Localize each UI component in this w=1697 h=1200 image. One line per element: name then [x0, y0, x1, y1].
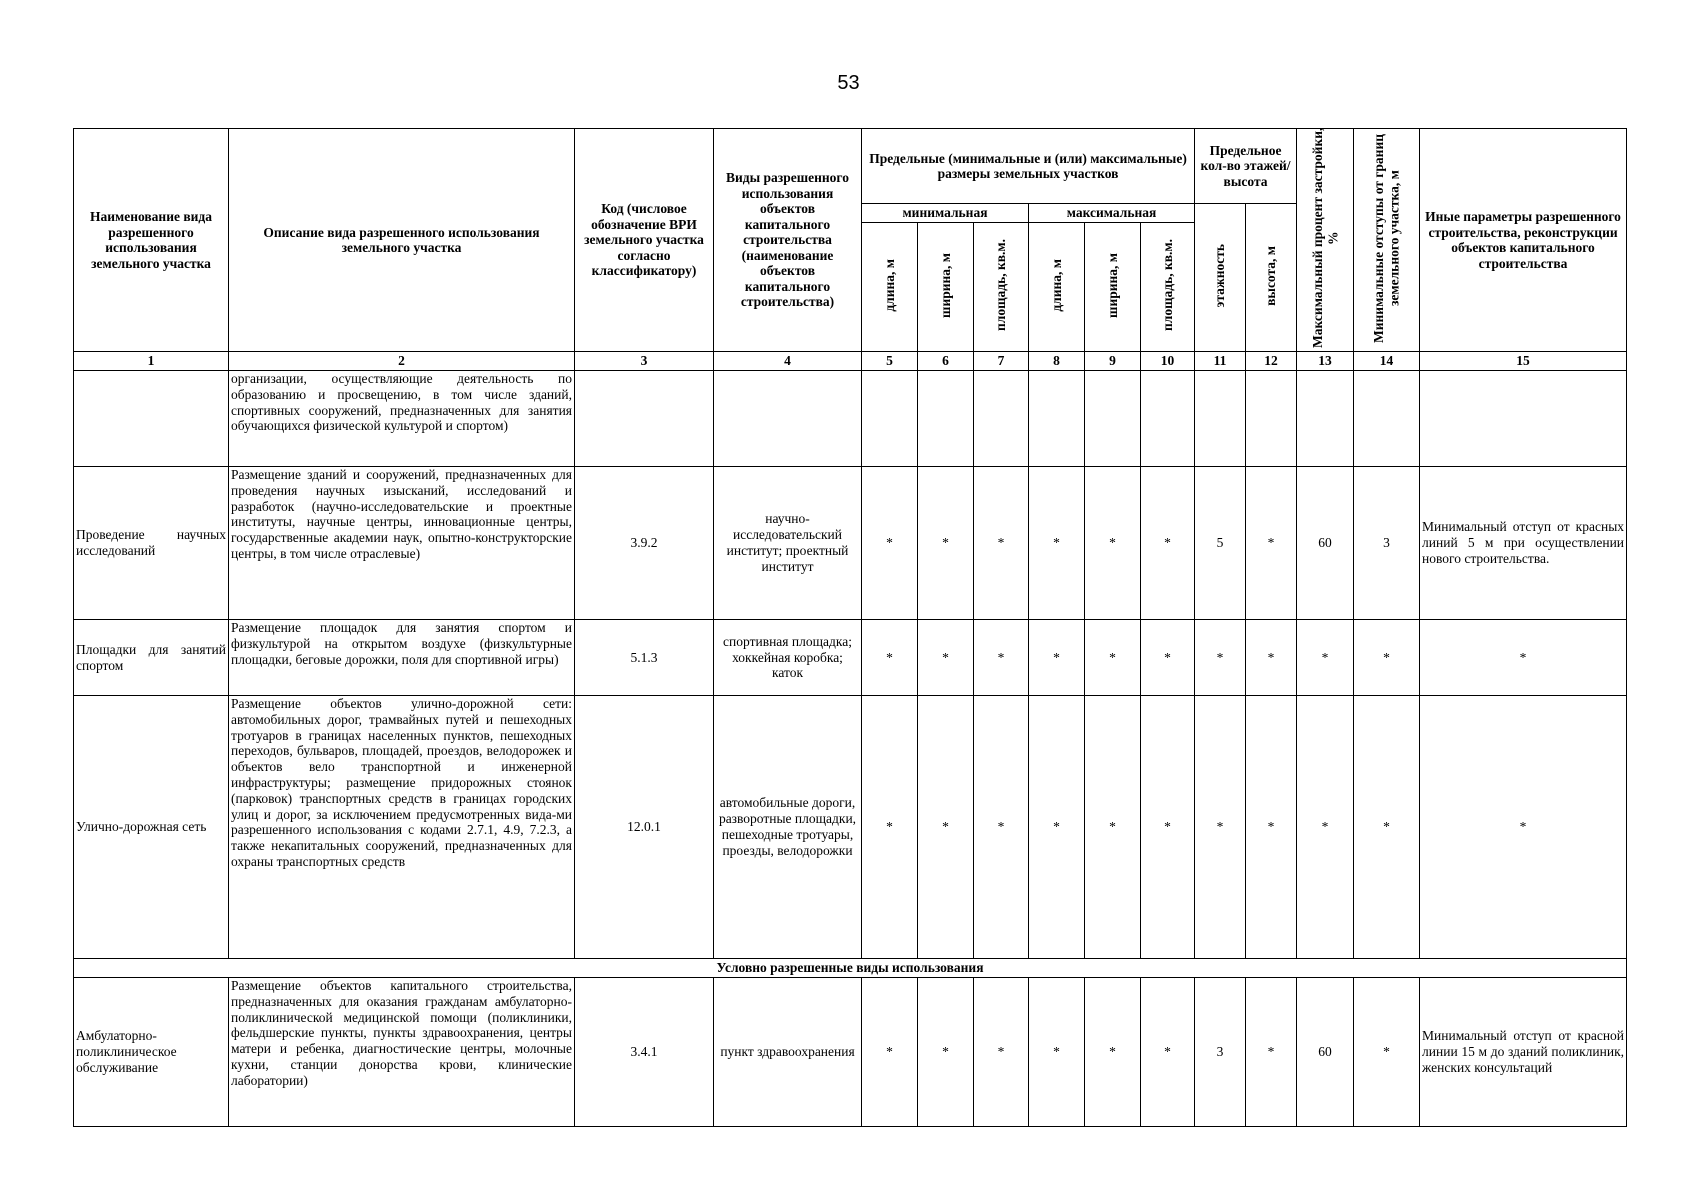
- value-cell: *: [918, 620, 974, 696]
- header-max-coverage: Максимальный процент застройки, %: [1297, 129, 1354, 352]
- value-cell: *: [1354, 696, 1420, 959]
- use-description: организации, осуществляющие деятельность по образованию и просвещению, в том числе зданий, спортивных сооружений, предназначенных для занятия обучающихся физической культурой и спортом): [229, 371, 575, 467]
- column-number: 9: [1085, 352, 1141, 371]
- column-number: 6: [918, 352, 974, 371]
- header-min-setbacks: Минимальные отступы от границ земельного участка, м: [1354, 129, 1420, 352]
- use-name: [74, 371, 229, 467]
- value-cell: *: [1195, 696, 1246, 959]
- use-description: Размещение объектов капитального строительства, предназначенных для оказания гражданам амбулаторно-поликлинической медицинской помощи (поликлиники, фельдшерские пункты, пункты здравоохранения, центры матери и ребенка, диагностические центры, молочные кухни, станции донорства крови, клинические лаборатории): [229, 978, 575, 1127]
- use-code: 3.4.1: [575, 978, 714, 1127]
- value-cell: [974, 371, 1029, 467]
- table-row: [74, 620, 1627, 696]
- use-objects: научно-исследовательский институт; проектный институт: [714, 467, 862, 620]
- column-number: 10: [1141, 352, 1195, 371]
- value-cell: *: [918, 978, 974, 1127]
- value-cell: [1246, 371, 1297, 467]
- other-params: *: [1420, 696, 1627, 959]
- use-objects: спортивная площадка; хоккейная коробка; каток: [714, 620, 862, 696]
- header-code: Код (числовое обозначение ВРИ земельного участка согласно классификатору): [575, 129, 714, 352]
- use-objects: автомобильные дороги, разворотные площадки, пешеходные тротуары, проезды, велодорожки: [714, 696, 862, 959]
- header-max-area: площадь, кв.м.: [1141, 223, 1195, 352]
- header-min-area: площадь, кв.м.: [974, 223, 1029, 352]
- value-cell: 5: [1195, 467, 1246, 620]
- value-cell: *: [1029, 467, 1085, 620]
- column-number: 1: [74, 352, 229, 371]
- value-cell: *: [1029, 696, 1085, 959]
- header-height: высота, м: [1246, 204, 1297, 352]
- value-cell: [1141, 371, 1195, 467]
- value-cell: *: [1297, 620, 1354, 696]
- header-min-length: длина, м: [862, 223, 918, 352]
- use-code: [575, 371, 714, 467]
- section-header-row: [74, 959, 1627, 978]
- header-max-length: длина, м: [1029, 223, 1085, 352]
- value-cell: *: [1297, 696, 1354, 959]
- value-cell: 60: [1297, 978, 1354, 1127]
- other-params: Минимальный отступ от красной линии 15 м до зданий поликлиник, женских консультаций: [1420, 978, 1627, 1127]
- header-floor-limits: Предельное кол-во этажей/ высота: [1195, 129, 1297, 204]
- value-cell: *: [1141, 696, 1195, 959]
- table-row: [74, 696, 1627, 959]
- column-number: 13: [1297, 352, 1354, 371]
- column-number: 2: [229, 352, 575, 371]
- use-description: Размещение площадок для занятия спортом и физкультурой на открытом воздухе (физкультурные площадки, беговые дорожки, поля для спортивной игры): [229, 620, 575, 696]
- value-cell: *: [974, 620, 1029, 696]
- column-number: 3: [575, 352, 714, 371]
- value-cell: *: [1029, 620, 1085, 696]
- value-cell: [1354, 371, 1420, 467]
- value-cell: *: [1141, 467, 1195, 620]
- use-objects: [714, 371, 862, 467]
- use-name: Проведение научных исследований: [74, 467, 229, 620]
- header-name: Наименование вида разрешенного использования земельного участка: [74, 129, 229, 352]
- column-number: 7: [974, 352, 1029, 371]
- value-cell: *: [1246, 467, 1297, 620]
- value-cell: *: [974, 978, 1029, 1127]
- table-row: [74, 467, 1627, 620]
- table-row: [74, 978, 1627, 1127]
- value-cell: 3: [1354, 467, 1420, 620]
- header-plot-size-limits: Предельные (минимальные и (или) максимальные) размеры земельных участков: [862, 129, 1195, 204]
- value-cell: *: [1085, 467, 1141, 620]
- value-cell: *: [974, 467, 1029, 620]
- use-code: 12.0.1: [575, 696, 714, 959]
- table-row: [74, 371, 1627, 467]
- value-cell: [1297, 371, 1354, 467]
- value-cell: [862, 371, 918, 467]
- value-cell: *: [918, 696, 974, 959]
- value-cell: [1195, 371, 1246, 467]
- column-number: 14: [1354, 352, 1420, 371]
- use-name: Площадки для занятий спортом: [74, 620, 229, 696]
- header-min-width: ширина, м: [918, 223, 974, 352]
- other-params: Минимальный отступ от красных линий 5 м при осуществлении нового строительства.: [1420, 467, 1627, 620]
- section-title: Условно разрешенные виды использования: [74, 959, 1627, 978]
- value-cell: *: [862, 696, 918, 959]
- value-cell: [1085, 371, 1141, 467]
- header-objects: Виды разрешенного использования объектов капитального строительства (наименование объектов капитального строительства): [714, 129, 862, 352]
- column-number: 8: [1029, 352, 1085, 371]
- zoning-parameters-table: [73, 128, 1627, 1127]
- value-cell: *: [862, 978, 918, 1127]
- value-cell: *: [1085, 978, 1141, 1127]
- other-params: [1420, 371, 1627, 467]
- header-other-params: Иные параметры разрешенного строительства, реконструкции объектов капитального строительства: [1420, 129, 1627, 352]
- use-code: 3.9.2: [575, 467, 714, 620]
- header-minimum: минимальная: [862, 204, 1029, 223]
- use-code: 5.1.3: [575, 620, 714, 696]
- value-cell: [918, 371, 974, 467]
- header-floors: этажность: [1195, 204, 1246, 352]
- header-max-width: ширина, м: [1085, 223, 1141, 352]
- value-cell: *: [1141, 978, 1195, 1127]
- use-description: Размещение объектов улично-дорожной сети: автомобильных дорог, трамвайных путей и пешеходных тротуаров в границах населенных пунктов, пешеходных переходов, бульваров, площадей, проездов, велодорожек и объектов вело транспортной и инженерной инфраструктуры; размещение придорожных стоянок (парковок) транспортных средств в границах городских улиц и дорог, за исключением предусмотренных вида-ми разрешенного использования с кодами 2.7.1, 4.9, 7.2.3, а также некапитальных сооружений, предназначенных для охраны транспортных средств: [229, 696, 575, 959]
- column-number: 15: [1420, 352, 1627, 371]
- value-cell: *: [1029, 978, 1085, 1127]
- column-number: 5: [862, 352, 918, 371]
- value-cell: *: [1085, 620, 1141, 696]
- value-cell: *: [1246, 696, 1297, 959]
- value-cell: 3: [1195, 978, 1246, 1127]
- use-description: Размещение зданий и сооружений, предназначенных для проведения научных изысканий, исследований и разработок (научно-исследовательские и проектные институты, научные центры, инновационные центры, государственные академии наук, опытно-конструкторские центры, в том числе отраслевые): [229, 467, 575, 620]
- value-cell: [1029, 371, 1085, 467]
- page-number: 53: [837, 72, 860, 94]
- column-number: 4: [714, 352, 862, 371]
- column-number: 12: [1246, 352, 1297, 371]
- value-cell: *: [1085, 696, 1141, 959]
- header-description: Описание вида разрешенного использования земельного участка: [229, 129, 575, 352]
- value-cell: *: [862, 620, 918, 696]
- use-name: Амбулаторно-поликлиническое обслуживание: [74, 978, 229, 1127]
- value-cell: *: [974, 696, 1029, 959]
- use-objects: пункт здравоохранения: [714, 978, 862, 1127]
- value-cell: *: [918, 467, 974, 620]
- header-maximum: максимальная: [1029, 204, 1195, 223]
- value-cell: *: [862, 467, 918, 620]
- value-cell: *: [1195, 620, 1246, 696]
- use-name: Улично-дорожная сеть: [74, 696, 229, 959]
- other-params: *: [1420, 620, 1627, 696]
- column-numbers-row: [74, 352, 1627, 371]
- value-cell: *: [1246, 978, 1297, 1127]
- value-cell: *: [1246, 620, 1297, 696]
- value-cell: *: [1141, 620, 1195, 696]
- column-number: 11: [1195, 352, 1246, 371]
- value-cell: *: [1354, 620, 1420, 696]
- value-cell: 60: [1297, 467, 1354, 620]
- value-cell: *: [1354, 978, 1420, 1127]
